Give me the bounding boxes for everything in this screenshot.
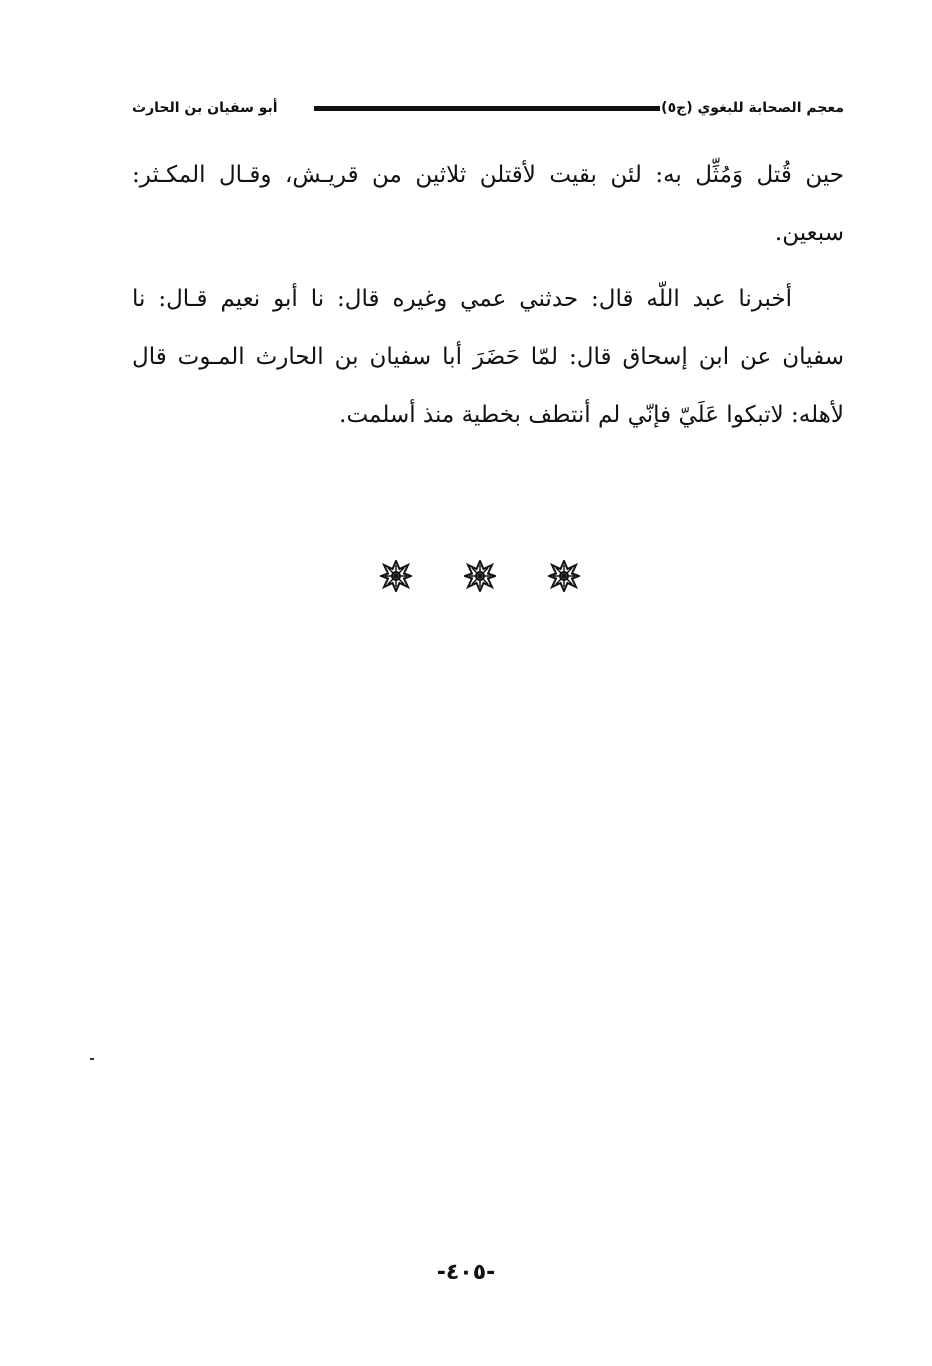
running-header bbox=[132, 96, 844, 120]
section-end-ornaments bbox=[380, 556, 580, 596]
paragraph: أخبرنا عبد اللّه قال: حدثني عمي وغيره قال: نا أبو نعيم قـال: نا سفيان عن ابن إسحاق قال: لمّا حَضَرَ أبا سفيان بن الحارث المـوت قال لأهله: لاتبكوا عَلَيّ فإنّي لم أنتطف بخطية منذ أسلمت. bbox=[132, 286, 844, 428]
header-section-title: أبو سفيان بن الحارث bbox=[132, 100, 278, 116]
stray-mark bbox=[90, 1058, 94, 1060]
header-book-title: معجم الصحابة للبغوي (ج٥) bbox=[661, 100, 844, 116]
paragraph: حين قُتل وَمُثِّل به: لئن بقيت لأقتلن ثلاثين من قريـش، وقـال المكـثر: سبعين. bbox=[132, 162, 844, 246]
eight-point-star-icon bbox=[464, 560, 496, 592]
header-rule bbox=[314, 106, 660, 111]
body-text bbox=[132, 146, 844, 444]
eight-point-star-icon bbox=[548, 560, 580, 592]
eight-point-star-icon bbox=[380, 560, 412, 592]
page-number: -٤٠٥- bbox=[436, 1260, 496, 1285]
